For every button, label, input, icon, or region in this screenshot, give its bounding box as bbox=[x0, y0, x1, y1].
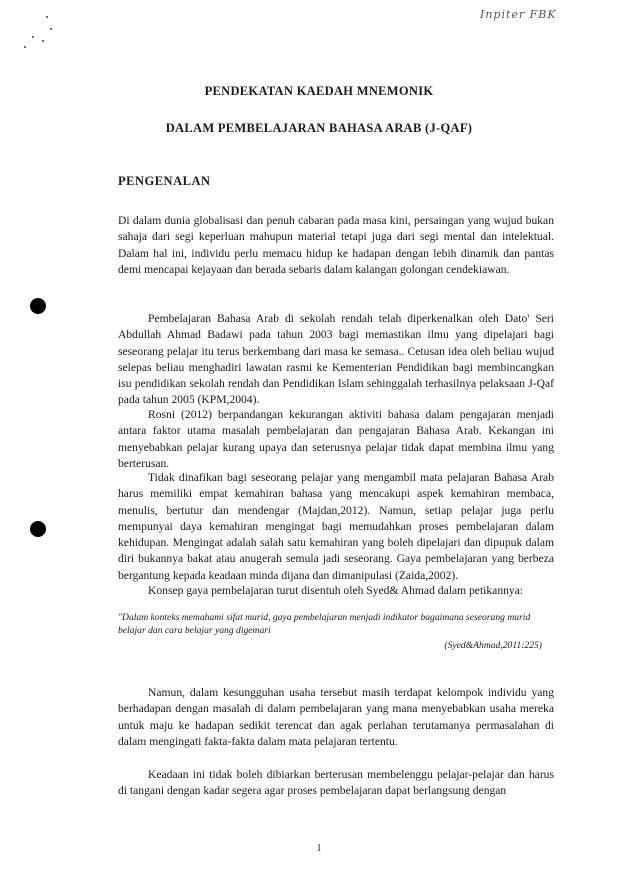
punch-hole-top bbox=[30, 298, 46, 314]
document-title-line1: PENDEKATAN KAEDAH MNEMONIK bbox=[204, 84, 434, 98]
paragraph-5: Konsep gaya pembelajaran turut disentuh oleh Syed& Ahmad dalam petikannya: bbox=[148, 584, 524, 597]
quote-citation: (Syed&Ahmad,2011:225) bbox=[444, 640, 542, 651]
paragraph-2: Pembelajaran Bahasa Arab di sekolah rendah telah diperkenalkan oleh Dato' Seri Abdullah Ahmad Badawi pada tahun 2003 bagi memastikan ilmu yang dipelajari bagi seseorang pelajar itu terus berkembang dari masa ke semasa.. Cetusan idea oleh beliau wujud selepas beliau menghadiri lawatan rasmi ke Kementerian Pendidikan bagi membincangkan isu pendidikan sekolah rendah dan Pendidikan Islam sehinggalah terhasilnya pelaksaan J-Qaf pada tahun 2005 (KPM,2004). bbox=[118, 312, 554, 407]
scan-specks bbox=[20, 10, 60, 60]
punch-hole-bottom bbox=[30, 521, 46, 537]
section-heading: PENGENALAN bbox=[118, 174, 211, 188]
block-quote: "Dalam konteks memahami sifat murid, gaya pembelajaran menjadi indikator bagaimana seseorang murid belajar dan cara belajar yang digemari bbox=[118, 612, 531, 636]
paragraph-1: Di dalam dunia globalisasi dan penuh cabaran pada masa kini, persaingan yang wujud bukan sahaja dari segi keperluan mahupun material tetapi juga dari segi mental dan intelektual. Dalam hal ini, individu perlu memacu hidup ke hadapan dengan lebih dinamik dan pantas demi mencapai kejayaan dan berada sebaris dalam kalangan golongan cendekiawan. bbox=[118, 214, 554, 276]
document-title-line2: DALAM PEMBELAJARAN BAHASA ARAB (J-QAF) bbox=[165, 121, 473, 135]
page-number: 1 bbox=[316, 843, 322, 854]
handwritten-note: Inpiter FBK bbox=[480, 8, 557, 21]
paragraph-4: Tidak dinafikan bagi seseorang pelajar yang mengambil mata pelajaran Bahasa Arab harus memiliki empat kemahiran bahasa yang mencakupi aspek kemahiran membaca, menulis, bertutur dan mendengar (Majdan,2012). Namun, setiap pelajar juga perlu mempunyai daya kemahiran mengingat bagi memudahkan proses pembelajaran dalam kehidupan. Mengingat adalah salah satu kemahiran yang boleh dipelajari dan dipupuk dalam diri bukannya bakat atau anugerah semula jadi seseorang. Gaya pembelajaran yang berbeza bergantung kepada keadaan minda dijana dan dimanipulasi (Zaida,2002). bbox=[118, 471, 554, 582]
paragraph-3: Rosni (2012) berpandangan kekurangan aktiviti bahasa dalam pengajaran menjadi antara faktor utama masalah pembelajaran dan pengajaran Bahasa Arab. Kekangan ini menyebabkan pelajar kurang upaya dan seterusnya pelajar tidak dapat membina ilmu yang berterusan. bbox=[118, 408, 554, 470]
paragraph-7: Keadaan ini tidak boleh dibiarkan berterusan membelenggu pelajar-pelajar dan harus di tangani dengan kadar segera agar proses pembelajaran dapat berlangsung dengan bbox=[118, 768, 554, 798]
paragraph-6: Namun, dalam kesungguhan usaha tersebut masih terdapat kelompok individu yang berhadapan dengan masalah di dalam pembelajaran yang mana menyebabkan usaha mereka untuk maju ke hadapan sedikit terencat dan agak perlahan terutamanya permasalahan di dalam mengingati fakta-fakta dalam mata pelajaran tertentu. bbox=[118, 686, 554, 748]
